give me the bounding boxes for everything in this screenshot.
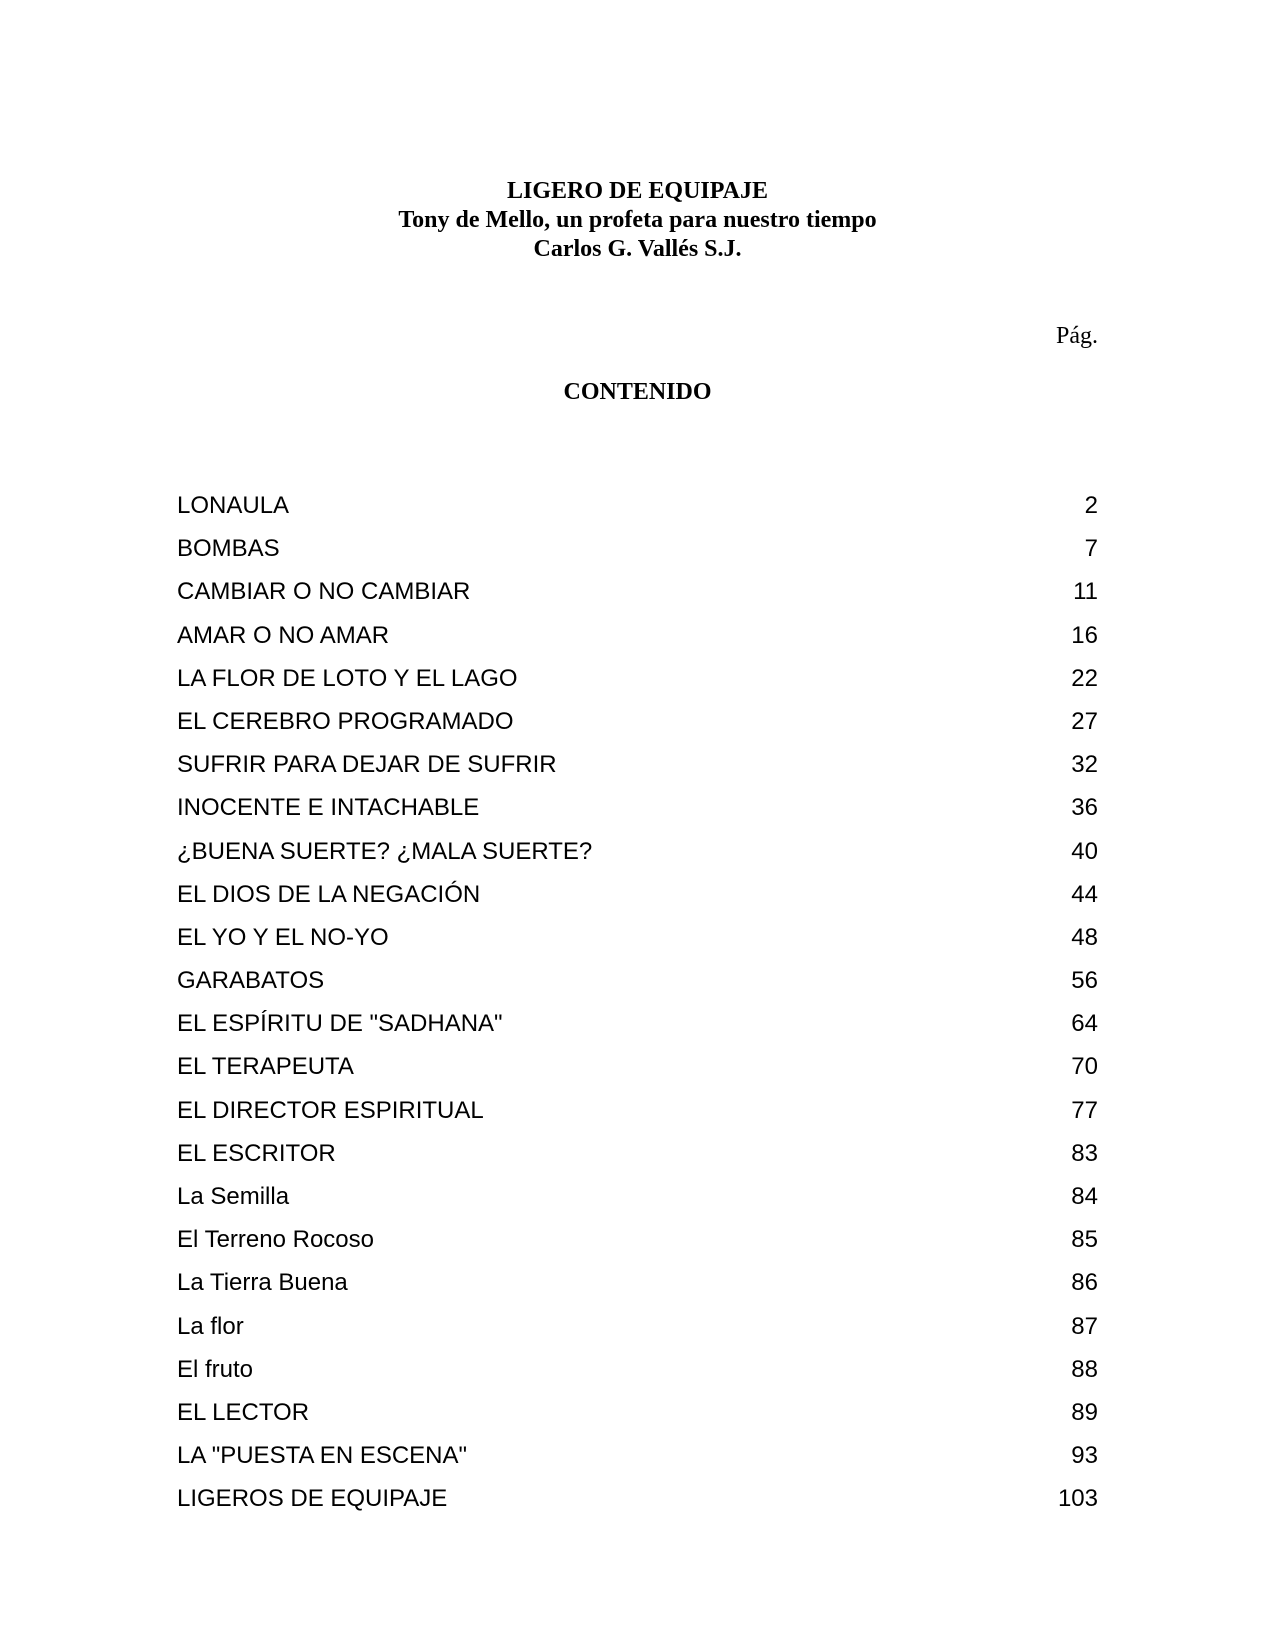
toc-entry [177,923,1098,966]
toc-entry-page: 77 [1071,1096,1098,1124]
toc-entry-page: 93 [1071,1442,1098,1470]
toc-entry-title: EL TERAPEUTA [177,1053,354,1081]
toc-entry-title: CAMBIAR O NO CAMBIAR [177,578,471,606]
toc-entry [177,1441,1098,1484]
toc-entry-title: SUFRIR PARA DEJAR DE SUFRIR [177,751,557,779]
toc-entry-page: 11 [1073,578,1098,606]
toc-entry [177,1268,1098,1311]
toc-entry-title: ¿BUENA SUERTE? ¿MALA SUERTE? [177,837,593,865]
document-header [0,177,1275,264]
toc-entry [177,491,1098,534]
toc-entry-title: BOMBAS [177,535,280,563]
toc-entry-page: 87 [1071,1312,1098,1340]
toc-entry-page: 89 [1071,1398,1098,1426]
book-author: Carlos G. Vallés S.J. [533,236,742,262]
toc-entry [177,1139,1098,1182]
toc-entry-title: La Tierra Buena [177,1269,348,1297]
toc-entry-page: 64 [1071,1010,1098,1038]
toc-entry-title: La flor [177,1312,244,1340]
toc-entry [177,1182,1098,1225]
toc-entry-title: EL ESCRITOR [177,1139,336,1167]
toc-entry-title: EL LECTOR [177,1398,310,1426]
toc-entry-page: 36 [1071,794,1098,822]
toc-entry [177,534,1098,577]
toc-entry [177,1312,1098,1355]
toc-entry [177,966,1098,1009]
toc-entry-title: LIGEROS DE EQUIPAJE [177,1485,448,1513]
toc-entry-title: AMAR O NO AMAR [177,621,390,649]
toc-entry [177,1052,1098,1095]
toc-entry-page: 70 [1071,1053,1098,1081]
toc-entry [177,1009,1098,1052]
toc-entry [177,621,1098,664]
toc-entry-page: 40 [1071,837,1098,865]
toc-entry-page: 44 [1071,880,1098,908]
toc-entry-title: EL ESPÍRITU DE "SADHANA" [177,1010,503,1038]
toc-entry-page: 86 [1071,1269,1098,1297]
toc-entry-title: El fruto [177,1355,254,1383]
toc-entry [177,1398,1098,1441]
toc-entry-page: 85 [1071,1226,1098,1254]
toc-entry [177,1225,1098,1268]
toc-entry-page: 7 [1084,535,1098,563]
toc-entry-title: EL YO Y EL NO-YO [177,923,389,951]
toc-entry [177,750,1098,793]
toc-entry-page: 83 [1071,1139,1098,1167]
toc-entry [177,707,1098,750]
toc-entry-page: 32 [1071,751,1098,779]
book-title: LIGERO DE EQUIPAJE [507,178,768,204]
book-subtitle: Tony de Mello, un profeta para nuestro tiempo [398,207,877,233]
toc-entry [177,1096,1098,1139]
toc-entry-page: 48 [1071,923,1098,951]
toc-entry-page: 88 [1071,1355,1098,1383]
toc-entry-page: 84 [1071,1183,1098,1210]
toc-entry-page: 22 [1071,664,1098,692]
toc-entry-title: LONAULA [177,492,290,519]
toc-entry-title: EL DIRECTOR ESPIRITUAL [177,1096,484,1124]
toc-entry-title: LA FLOR DE LOTO Y EL LAGO [177,664,518,692]
toc-entry-title: INOCENTE E INTACHABLE [177,794,480,822]
toc-entry-title: LA "PUESTA EN ESCENA" [177,1442,468,1470]
toc-entry [177,880,1098,923]
toc-entry [177,1355,1098,1398]
toc-entry-title: El Terreno Rocoso [177,1226,374,1254]
toc-entry [177,664,1098,707]
page-column-label: Pág. [1056,323,1098,349]
toc-entry-title: EL DIOS DE LA NEGACIÓN [177,880,481,908]
toc-entry [177,577,1098,620]
toc-entry [177,1484,1098,1527]
toc-entry-page: 56 [1071,967,1098,995]
toc-entry [177,837,1098,880]
table-of-contents [177,491,1098,1528]
toc-entry-title: GARABATOS [177,967,325,995]
toc-entry [177,793,1098,836]
toc-entry-page: 103 [1057,1485,1098,1513]
toc-entry-page: 27 [1071,707,1098,735]
toc-entry-title: EL CEREBRO PROGRAMADO [177,707,514,735]
toc-entry-title: La Semilla [177,1183,290,1210]
toc-entry-page: 16 [1071,621,1098,649]
toc-entry-page: 2 [1084,492,1098,519]
contents-heading: CONTENIDO [563,379,712,405]
